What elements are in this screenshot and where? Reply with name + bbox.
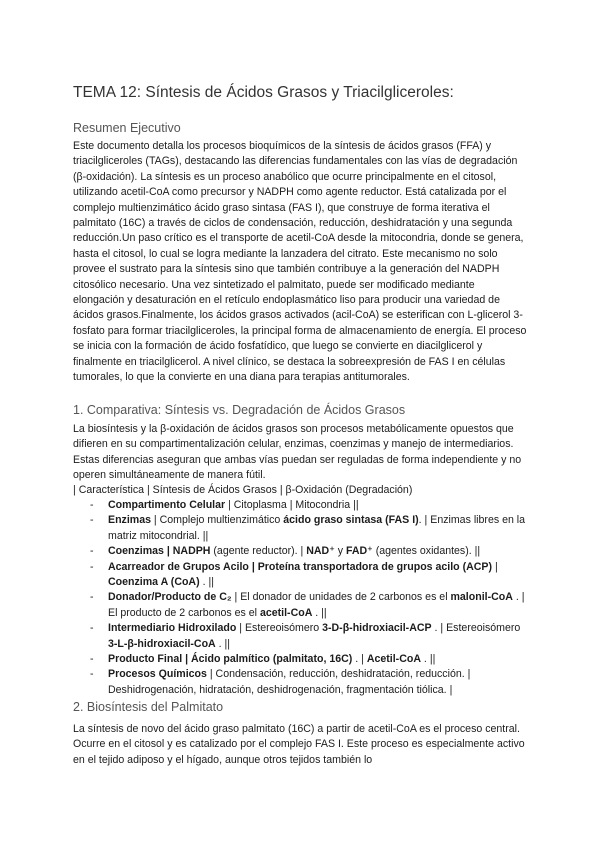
row-text: | Citoplasma | Mitocondria || [225,499,359,511]
section-heading-comparison: 1. Comparativa: Síntesis vs. Degradación de Ácidos Grasos [73,403,406,417]
row-text-bold: Donador/Producto de C₂ [108,591,232,604]
row-text: (agentes oxidantes). || [372,545,481,558]
row-text: | Condensación, reducción, deshidratación, reducción. | Deshidrogenación, hidratación, deshidrogenación, fragmentación tiólica. | [108,668,471,696]
table-row [73,652,528,667]
list-dash: - [90,499,94,511]
row-text: | Complejo multienzimático [150,514,284,527]
row-text-bold: Compartimento Celular [108,499,226,511]
row-text: | El donador de unidades de 2 carbonos es el [231,591,451,604]
row-text-bold: 3-L-β-hidroxiacil-CoA [108,637,216,650]
row-text: . | El producto de 2 carbonos es el [108,591,525,619]
comparison-table-rows [73,498,528,698]
row-text: (agente reductor). | [210,545,307,558]
table-row [73,590,528,621]
biosynthesis-paragraph: La síntesis de novo del ácido graso palmitato (16C) a partir de acetil-CoA es el proceso central. Ocurre en el citosol y es catalizado por el complejo FAS I. Este proceso es especialmente activo en el tejido adiposo y el hígado, aunque otros tejidos también lo [73,723,525,766]
row-text-bold: NAD⁺ [306,545,335,558]
row-text: | Estereoisómero [236,622,323,635]
row-text: y [334,545,346,558]
row-text-bold: Procesos Químicos [108,668,207,681]
row-text: . | Enzimas libres en la matriz mitocondrial. || [108,514,526,542]
document-title: TEMA 12: Síntesis de Ácidos Grasos y Triacilgliceroles: [73,84,454,101]
list-dash: - [90,668,94,681]
table-row [73,667,528,698]
row-text-bold: FAD⁺ [345,545,373,558]
table-row [73,498,528,513]
table-row [73,560,528,591]
list-dash: - [90,514,94,527]
list-dash: - [90,622,94,635]
list-dash: - [90,560,94,573]
row-text: . || [199,576,214,589]
table-row [73,621,528,652]
section-heading-biosynthesis: 2. Biosíntesis del Palmitato [73,700,224,714]
section-heading-summary: Resumen Ejecutivo [73,121,181,135]
row-text-bold: malonil-CoA [450,591,513,604]
row-text: . | Estereoisómero [431,622,521,635]
row-text-bold: Coenzima A (CoA) [108,576,200,589]
row-text: . | [352,653,367,666]
list-dash: - [90,545,94,558]
row-text-bold: 3-D-β-hidroxiacil-ACP [322,622,432,635]
row-text: . || [312,606,327,619]
comparison-table-header: | Característica | Síntesis de Ácidos Grasos | β-Oxidación (Degradación) [73,484,413,496]
comparison-paragraph: La biosíntesis y la β-oxidación de ácidos grasos son procesos metabólicamente opuestos que difieren en su compartimentalización celular, enzimas, coenzimas y manejo de intermediarios. Estas diferencias aseguran que ambas vías puedan ser reguladas de forma independiente y no operen simultáneamente de manera fútil. [73,423,522,482]
table-row [73,513,528,544]
row-text: . || [215,637,231,650]
list-dash: - [90,591,94,604]
row-text-bold: Producto Final | Ácido palmítico (palmitato, 16C) [108,653,353,666]
table-row [73,544,528,559]
row-text-bold: acetil-CoA [259,606,313,619]
summary-paragraph: Este documento detalla los procesos bioquímicos de la síntesis de ácidos grasos (FFA) y triacilgliceroles (TAGs), destacando las diferencias fundamentales con las vías de degradación (β-oxidación). La síntesis es un proceso anabólico que ocurre principalmente en el citosol, utilizando acetil-CoA como precursor y NADPH como agente reductor. Está catalizada por el complejo multienzimático ácido graso sintasa (FAS I), que construye de forma iterativa el palmitato (16C) a través de ciclos de condensación, reducción, deshidratación y una segunda reducción.Un paso crítico es el transporte de acetil-CoA desde la mitocondria, donde se genera, hasta el citosol, lo cual se logra mediante la lanzadera del citrato. Este mecanismo no solo provee el sustrato para la síntesis sino que también contribuye a la generación del NADPH citosólico necesario. Una vez sintetizado el palmitato, puede ser modificado mediante elongación y desaturación en el retículo endoplasmático liso para producir una variedad de ácidos grasos.Finalmente, los ácidos grasos activados (acil-CoA) se esterifican con L-glicerol 3-fosfato para formar triacilgliceroles, la principal forma de almacenamiento de energía. El proceso se inicia con la formación de ácido fosfatídico, que luego se convierte en diacilglicerol y finalmente en triacilglicerol. A nivel clínico, se destaca la sobreexpresión de FAS I en células tumorales, lo que la convierte en una diana para terapias antitumorales. [73,140,527,384]
list-dash: - [90,653,94,666]
row-text: . || [420,653,436,666]
row-text: | [492,560,498,573]
row-text-bold: Coenzimas | NADPH [108,545,211,558]
row-text-bold: Enzimas [108,514,151,527]
row-text-bold: ácido graso sintasa (FAS I) [283,514,419,527]
row-text-bold: Acetil-CoA [366,653,421,666]
row-text-bold: Acarreador de Grupos Acilo | Proteína transportadora de grupos acilo (ACP) [108,560,493,573]
row-text-bold: Intermediario Hidroxilado [108,622,237,635]
